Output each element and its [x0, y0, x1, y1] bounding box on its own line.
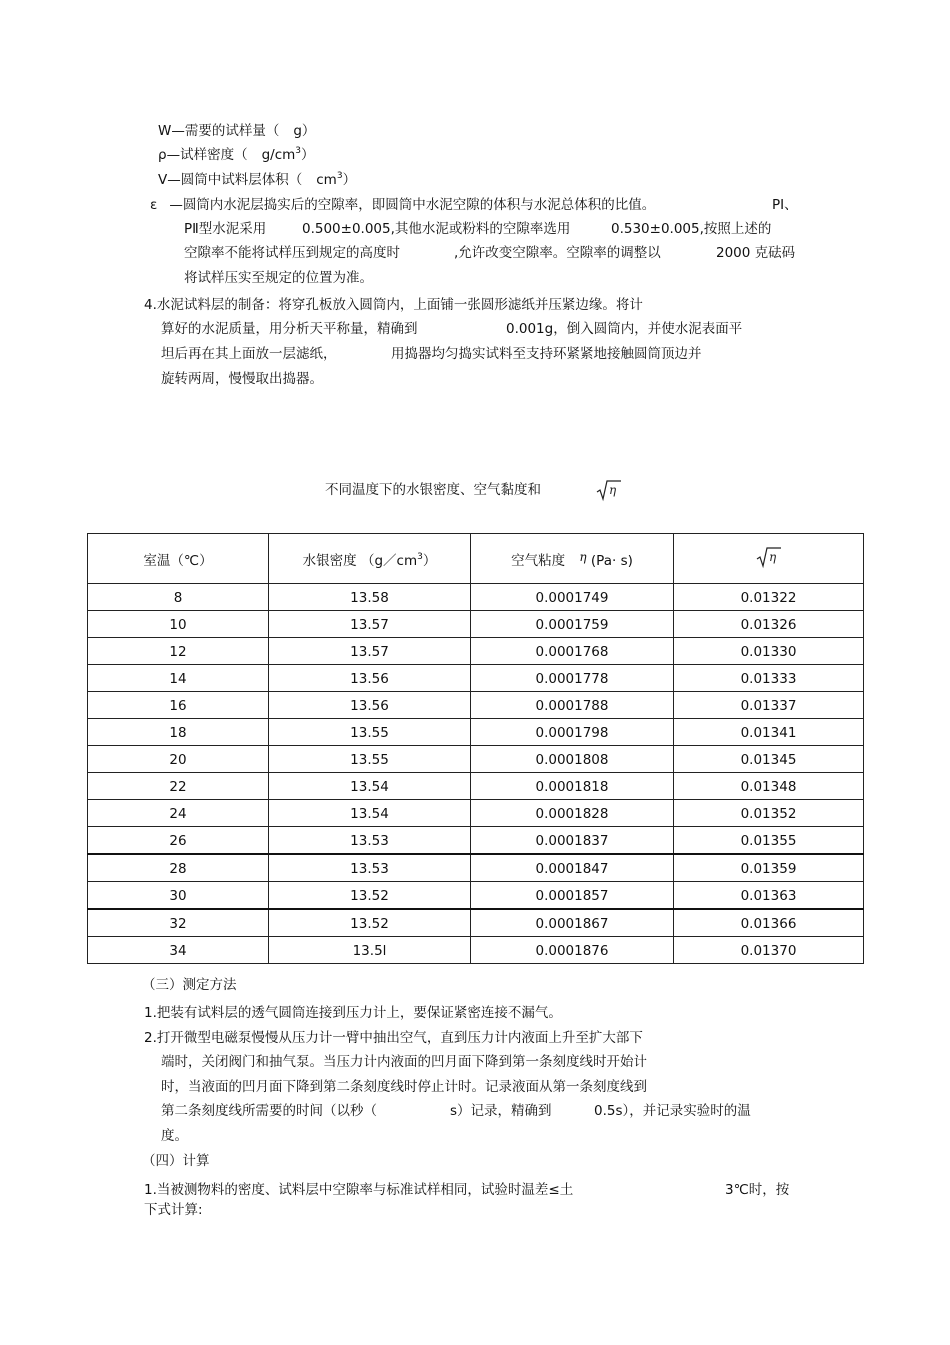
- cell-viscosity: 0.0001778: [471, 665, 674, 692]
- sqrt-eta-icon: [756, 545, 782, 573]
- cell-viscosity: 0.0001798: [471, 719, 674, 746]
- cell-viscosity: 0.0001768: [471, 638, 674, 665]
- cell-viscosity: 0.0001876: [471, 937, 674, 964]
- calc-heading: （四）计算: [142, 1153, 210, 1169]
- cell-density: 13.56: [269, 692, 471, 719]
- cell-sqrt-eta: 0.01322: [674, 584, 864, 611]
- cell-viscosity: 0.0001847: [471, 854, 674, 882]
- cell-temp: 34: [88, 937, 269, 964]
- header-density-text: 水银密度 （g／cm: [302, 552, 418, 569]
- cell-density: 13.52: [269, 909, 471, 937]
- cell-viscosity: 0.0001749: [471, 584, 674, 611]
- def-v-exp: 3: [336, 171, 343, 181]
- calc-item1-line2: 下式计算:: [144, 1202, 203, 1218]
- def-rho-exp: 3: [295, 146, 302, 156]
- svg-text:η: η: [768, 549, 776, 564]
- table-row: [88, 746, 864, 773]
- table-row: [88, 800, 864, 827]
- header-density-exp: 3: [417, 551, 423, 562]
- def-w-unit: g）: [293, 123, 316, 139]
- table-body: [88, 584, 864, 964]
- cell-density: 13.5l: [269, 937, 471, 964]
- def-v-unit: cm: [316, 172, 337, 188]
- calc-item1-b: 3℃时，按: [725, 1182, 790, 1198]
- table-row: [88, 827, 864, 855]
- table-row: [88, 773, 864, 800]
- step4-line2b: 0.001g，倒入圆筒内，并使水泥表面平: [506, 321, 743, 337]
- def-eps-text: —圆筒内水泥层捣实后的空隙率，即圆筒中水泥空隙的体积与水泥总体积的比值。: [169, 197, 656, 213]
- cell-viscosity: 0.0001759: [471, 611, 674, 638]
- cell-temp: 32: [88, 909, 269, 937]
- cell-density: 13.56: [269, 665, 471, 692]
- cell-density: 13.53: [269, 827, 471, 855]
- cell-temp: 10: [88, 611, 269, 638]
- step4-line3b: 用捣器均匀捣实试料至支持环紧紧地接触圆筒顶边并: [391, 346, 702, 362]
- def-eps-line4: 将试样压实至规定的位置为准。: [184, 270, 373, 286]
- table-row: [88, 611, 864, 638]
- table-row: [88, 937, 864, 964]
- mercury-air-table: [87, 533, 864, 964]
- cell-viscosity: 0.0001808: [471, 746, 674, 773]
- table-header-row: [88, 534, 864, 584]
- cell-temp: 18: [88, 719, 269, 746]
- def-eps-line3a: 空隙率不能将试样压到规定的高度时: [184, 245, 400, 261]
- def-w-text: —需要的试样量（: [171, 123, 280, 139]
- cell-sqrt-eta: 0.01348: [674, 773, 864, 800]
- step4-line4: 旋转两周，慢慢取出捣器。: [161, 371, 323, 387]
- cell-viscosity: 0.0001818: [471, 773, 674, 800]
- method-item2-line4c: 0.5s），并记录实验时的温: [594, 1103, 751, 1119]
- header-viscosity-text: 空气粘度: [511, 552, 566, 569]
- cell-temp: 30: [88, 882, 269, 910]
- header-viscosity-unit: (Pa· s): [590, 552, 633, 569]
- method-item2-line3: 时，当液面的凹月面下降到第二条刻度线时停止计时。记录液面从第一条刻度线到: [161, 1079, 647, 1095]
- method-heading: （三）测定方法: [142, 977, 237, 993]
- cell-sqrt-eta: 0.01333: [674, 665, 864, 692]
- cell-sqrt-eta: 0.01352: [674, 800, 864, 827]
- cell-sqrt-eta: 0.01363: [674, 882, 864, 910]
- cell-density: 13.58: [269, 584, 471, 611]
- table-caption-text: 不同温度下的水银密度、空气黏度和: [325, 482, 541, 498]
- cell-density: 13.54: [269, 773, 471, 800]
- cell-sqrt-eta: 0.01359: [674, 854, 864, 882]
- def-v-text: —圆筒中试料层体积（: [167, 172, 303, 188]
- cell-temp: 26: [88, 827, 269, 855]
- table-row: [88, 719, 864, 746]
- step4-line1: 4.水泥试料层的制备：将穿孔板放入圆筒内，上面铺一张圆形滤纸并压紧边缘。将计: [144, 297, 643, 313]
- method-item2-line2: 端时，关闭阀门和抽气泵。当压力计内液面的凹月面下降到第一条刻度线时开始计: [161, 1054, 647, 1070]
- cell-temp: 16: [88, 692, 269, 719]
- cell-viscosity: 0.0001788: [471, 692, 674, 719]
- def-rho: [158, 145, 315, 165]
- cell-viscosity: 0.0001857: [471, 882, 674, 910]
- cell-viscosity: 0.0001828: [471, 800, 674, 827]
- cell-density: 13.55: [269, 719, 471, 746]
- def-v-symbol: V: [158, 172, 168, 188]
- cell-density: 13.53: [269, 854, 471, 882]
- table-row: [88, 584, 864, 611]
- cell-density: 13.52: [269, 882, 471, 910]
- cell-density: 13.55: [269, 746, 471, 773]
- table-caption: [325, 480, 541, 500]
- def-eps-tail: PⅠ、: [772, 197, 798, 213]
- def-eps-line2b: 0.500±0.005,其他水泥或粉料的空隙率选用: [302, 221, 571, 237]
- cell-viscosity: 0.0001837: [471, 827, 674, 855]
- cell-density: 13.57: [269, 638, 471, 665]
- step4-line2a: 算好的水泥质量，用分析天平称量，精确到: [161, 321, 418, 337]
- header-temp: 室温（℃）: [88, 534, 269, 584]
- svg-text:η: η: [609, 483, 617, 497]
- cell-density: 13.54: [269, 800, 471, 827]
- table-row: [88, 854, 864, 882]
- def-rho-symbol: ρ: [158, 147, 167, 163]
- cell-sqrt-eta: 0.01345: [674, 746, 864, 773]
- header-density: [269, 534, 471, 584]
- cell-density: 13.57: [269, 611, 471, 638]
- def-eps-symbol: ε: [150, 197, 158, 213]
- step4-line3a: 坦后再在其上面放一层滤纸，: [161, 346, 337, 362]
- def-eps-line1: [150, 195, 655, 215]
- cell-sqrt-eta: 0.01341: [674, 719, 864, 746]
- cell-temp: 22: [88, 773, 269, 800]
- header-sqrt-eta: [674, 534, 864, 584]
- calc-item1-a: 1.当被测物料的密度、试料层中空隙率与标准试样相同，试验时温差≤土: [144, 1182, 574, 1198]
- method-item2-line1: 2.打开微型电磁泵慢慢从压力计一臂中抽出空气，直到压力计内液面上升至扩大部下: [144, 1030, 643, 1046]
- table-row: [88, 638, 864, 665]
- method-item2-line4a: 第二条刻度线所需要的时间（以秒（: [161, 1103, 377, 1119]
- method-item2-line5: 度。: [161, 1128, 188, 1144]
- def-v: [158, 170, 356, 190]
- def-eps-line2c: 0.530±0.005,按照上述的: [611, 221, 772, 237]
- header-viscosity: [471, 534, 674, 584]
- method-item2-line4b: s）记录，精确到: [450, 1103, 552, 1119]
- cell-temp: 28: [88, 854, 269, 882]
- header-density-close: ）: [422, 552, 437, 569]
- cell-temp: 14: [88, 665, 269, 692]
- table-row: [88, 909, 864, 937]
- method-item1: 1.把装有试料层的透气圆筒连接到压力计上，要保证紧密连接不漏气。: [144, 1005, 562, 1021]
- table-row: [88, 665, 864, 692]
- def-eps-line2a: PⅡ型水泥采用: [184, 221, 267, 237]
- cell-temp: 20: [88, 746, 269, 773]
- table-row: [88, 692, 864, 719]
- def-rho-close: ）: [301, 147, 315, 163]
- sqrt-eta-icon: [596, 478, 622, 506]
- def-eps-line3b: ,允许改变空隙率。空隙率的调整以: [454, 245, 661, 261]
- cell-sqrt-eta: 0.01366: [674, 909, 864, 937]
- cell-sqrt-eta: 0.01337: [674, 692, 864, 719]
- def-eps-line3c: 2000 克砝码: [716, 245, 796, 261]
- eta-symbol-icon: η: [579, 549, 587, 564]
- def-w-symbol: W: [158, 123, 172, 139]
- def-rho-unit: g/cm: [261, 147, 296, 163]
- cell-temp: 8: [88, 584, 269, 611]
- def-v-close: ）: [342, 172, 357, 188]
- cell-viscosity: 0.0001867: [471, 909, 674, 937]
- cell-temp: 12: [88, 638, 269, 665]
- table-row: [88, 882, 864, 910]
- cell-sqrt-eta: 0.01326: [674, 611, 864, 638]
- cell-sqrt-eta: 0.01355: [674, 827, 864, 855]
- cell-sqrt-eta: 0.01330: [674, 638, 864, 665]
- cell-sqrt-eta: 0.01370: [674, 937, 864, 964]
- def-rho-text: —试样密度（: [166, 147, 248, 163]
- cell-temp: 24: [88, 800, 269, 827]
- def-w: [158, 121, 315, 141]
